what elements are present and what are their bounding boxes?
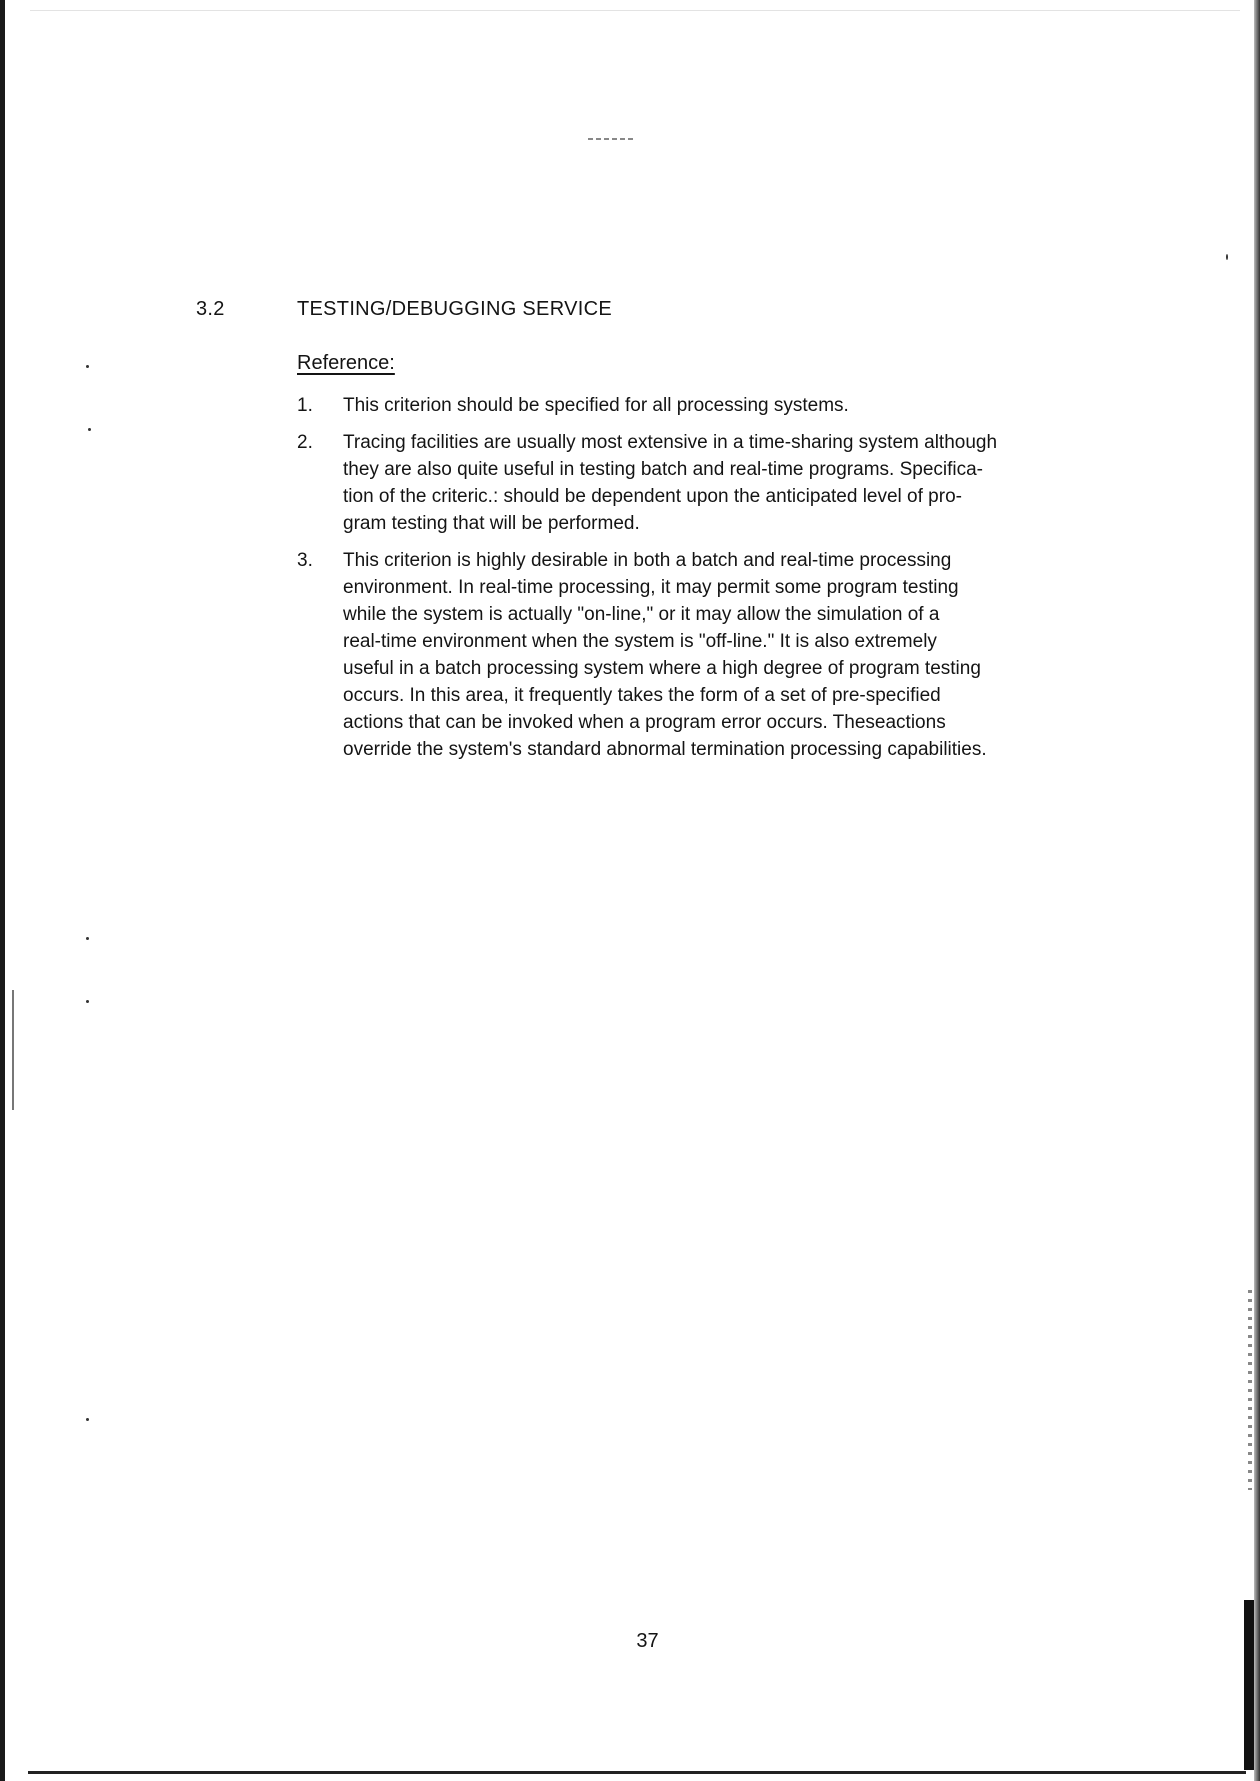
scan-top-edge — [30, 10, 1240, 11]
reference-item-number: 2. — [297, 432, 313, 453]
scan-top-mark — [588, 138, 634, 140]
scan-noise-strip — [1248, 1290, 1252, 1490]
reference-item — [297, 429, 1107, 537]
reference-label: Reference: — [297, 352, 395, 374]
scan-speck — [86, 937, 89, 940]
scan-left-artifact — [12, 990, 14, 1110]
reference-item-text: This criterion is highly desirable in both a batch and real-time processing environment. In real-time processing, it may permit some program testing while the system is actually "on-line," or it may allow the simulation of a real-time environment when the system is "off-line." It is also extremely useful in a batch processing system where a high degree of program testing occurs. In this area, it frequently takes the form of a set of pre-specified actions that can be invoked when a program error occurs. Theseactions override the system's standard abnormal termination processing capabilities. — [343, 550, 987, 760]
section-title: TESTING/DEBUGGING SERVICE — [297, 298, 612, 320]
reference-item — [297, 392, 1107, 419]
reference-item-number: 3. — [297, 550, 313, 571]
page-number: 37 — [636, 1630, 659, 1652]
scan-bottom-border — [28, 1771, 1246, 1774]
section-number: 3.2 — [196, 298, 225, 320]
scan-speck — [86, 1418, 89, 1421]
reference-item — [297, 547, 1107, 763]
scan-speck — [86, 1000, 89, 1003]
reference-list — [297, 392, 1107, 773]
scan-right-border — [1254, 0, 1260, 1781]
scan-speck — [86, 365, 89, 368]
reference-item-number: 1. — [297, 395, 313, 416]
scan-right-artifact — [1244, 1600, 1254, 1770]
reference-item-text: Tracing facilities are usually most extensive in a time-sharing system although they are also quite useful in testing batch and real-time programs. Specifica- tion of the criteric.: should be dependent upon the anticipated level of pro- gram testing that will be performed. — [343, 432, 998, 534]
reference-item-text: This criterion should be specified for all processing systems. — [343, 395, 849, 416]
scan-left-border — [0, 0, 5, 1781]
scan-speck — [1226, 254, 1228, 260]
scan-speck — [88, 428, 91, 431]
